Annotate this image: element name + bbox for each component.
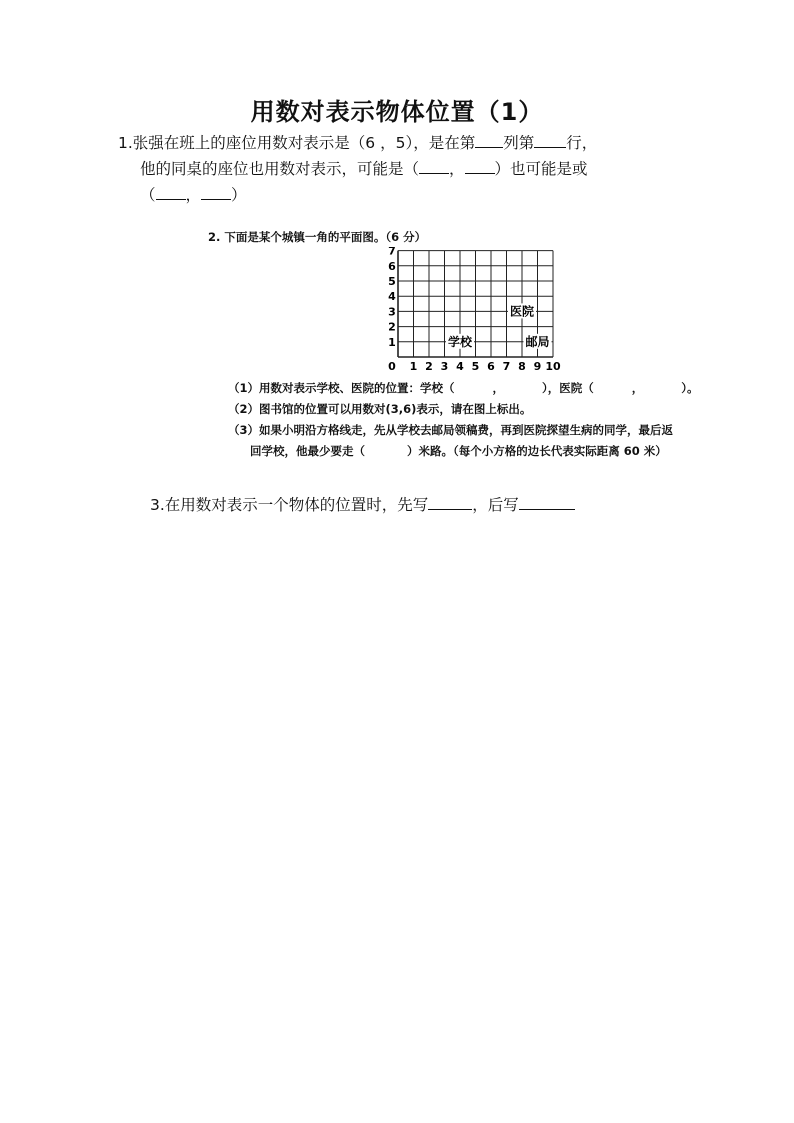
q1-text-c: 行， bbox=[566, 134, 598, 152]
q2-3-text-a: 回学校，他最少要走（ bbox=[250, 444, 365, 458]
question-2-scanned-block bbox=[200, 225, 745, 465]
question-2-part-2: （2）图书馆的位置可以用数对(3,6)表示，请在图上标出。 bbox=[228, 402, 532, 416]
q2-3-text-b: ）米路。（每个小方格的边长代表实际距离 60 米） bbox=[407, 444, 667, 458]
x-tick-label: 9 bbox=[533, 360, 542, 373]
question-1-line-1 bbox=[118, 130, 597, 156]
page-title: 用数对表示物体位置（1） bbox=[250, 98, 544, 126]
y-tick-label: 6 bbox=[388, 259, 396, 273]
question-2-part-1 bbox=[228, 380, 699, 396]
y-tick-label: 4 bbox=[388, 290, 396, 304]
y-tick-label: 1 bbox=[388, 335, 396, 349]
x-tick-label: 3 bbox=[440, 360, 449, 373]
y-tick-label: 5 bbox=[388, 275, 396, 288]
place-label: 医院 bbox=[509, 304, 535, 319]
pair1-x-blank[interactable] bbox=[419, 158, 449, 174]
place-label: 学校 bbox=[447, 334, 473, 349]
x-tick-label: 4 bbox=[456, 360, 464, 373]
question-1-line-3 bbox=[118, 182, 597, 208]
row-blank[interactable] bbox=[534, 132, 566, 148]
pair2-x-blank[interactable] bbox=[156, 184, 186, 200]
write-first-blank[interactable] bbox=[428, 494, 472, 510]
q3-text-a: 3.在用数对表示一个物体的位置时，先写 bbox=[150, 496, 429, 514]
q2-1-comma-1: ， bbox=[492, 381, 504, 395]
q2-1-text-a: （1）用数对表示学校、医院的位置：学校（ bbox=[228, 381, 455, 395]
q1-text-a: 1.张强在班上的座位用数对表示是（6 ，5），是在第 bbox=[118, 134, 476, 152]
x-tick-label: 10 bbox=[545, 360, 561, 373]
pair2-y-blank[interactable] bbox=[201, 184, 231, 200]
question-1 bbox=[118, 130, 597, 208]
x-axis-labels bbox=[388, 360, 561, 373]
q2-1-text-e: ）。 bbox=[681, 381, 699, 395]
x-tick-label: 0 bbox=[388, 360, 396, 373]
question-1-line-2 bbox=[118, 156, 597, 182]
column-blank[interactable] bbox=[475, 132, 503, 148]
q1-paren-open: （ bbox=[140, 186, 156, 204]
x-tick-label: 5 bbox=[471, 360, 480, 373]
question-3 bbox=[150, 493, 575, 515]
q1-comma-1: ， bbox=[449, 160, 465, 178]
x-tick-label: 2 bbox=[425, 360, 433, 373]
question-2-part-3: （3）如果小明沿方格线走，先从学校去邮局领稿费，再到医院探望生病的同学，最后返 bbox=[228, 423, 673, 437]
x-tick-label: 8 bbox=[518, 360, 526, 373]
q3-text-b: ，后写 bbox=[472, 496, 519, 514]
x-tick-label: 6 bbox=[487, 360, 495, 373]
q1-paren-close: ） bbox=[231, 186, 247, 204]
q2-1-comma-2: ， bbox=[631, 381, 644, 395]
q1-text-e: ）也可能是或 bbox=[494, 160, 588, 178]
x-tick-label: 7 bbox=[502, 360, 511, 373]
y-tick-label: 2 bbox=[388, 320, 396, 334]
q1-text-d: 他的同桌的座位也用数对表示，可能是（ bbox=[140, 160, 420, 178]
q1-comma-2: ， bbox=[185, 186, 202, 204]
q1-text-b: 列第 bbox=[503, 134, 535, 152]
place-label: 邮局 bbox=[525, 334, 550, 349]
write-second-blank[interactable] bbox=[519, 494, 575, 510]
pair1-y-blank[interactable] bbox=[465, 158, 495, 174]
question-2-header: 2. 下面是某个城镇一角的平面图。（6 分） bbox=[208, 230, 427, 244]
question-2-part-3-continued bbox=[250, 443, 667, 459]
q2-1-text-c: ），医院（ bbox=[542, 381, 594, 395]
y-tick-label: 3 bbox=[388, 305, 396, 319]
x-tick-label: 1 bbox=[409, 360, 418, 373]
y-tick-label: 7 bbox=[388, 247, 396, 258]
y-axis-labels bbox=[388, 247, 396, 349]
town-map-grid[interactable] bbox=[380, 247, 580, 379]
